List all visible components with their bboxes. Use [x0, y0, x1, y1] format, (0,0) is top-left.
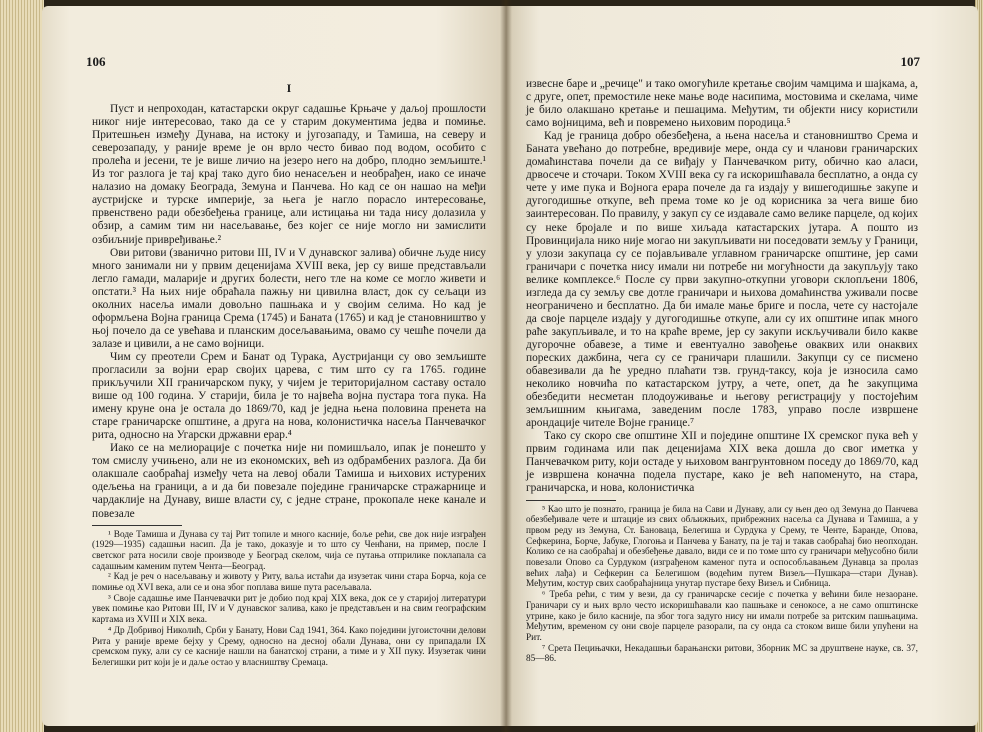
footnote: ² Кад је реч о насељавању и животу у Риту, ваља истаћи да изузетак чини стара Борча, која се помиње од XVI века, али се и она због поплава више пута расељавала. — [92, 572, 486, 594]
paragraph: Кад је граница добро обезбеђена, а њена насеља и становништво Срема и Баната увећано до потребне, вредивије мере, онда су и чланови граничарских домаћинстава почели да се виђају у Панчевачком риту, обично као аласи, дрвосече и сточари. Током XVIII века су га искоришћавала бесплатно, а онда су чете у име пука и Војнога ерара почеле да га издају у вишегодишње закупе и дугогодишње откупе, већ према томе ко је од корисника за чега више био заинтересован. По правилу, у закуп су се издавале само велике парцеле, од којих су неке бројале и по више хиљада катастарских јутара. А пошто из Провинцијала нико није могао ни закупљивати ни поседовати земљу у Граници, у улози закупаца су се појављивале углавном граничарске општине, јер сами граничари с почетка нису имали ни потребе ни могућности да закупљују тако велике комплексе.⁶ После су први закупно-откупни уговори склопљени 1806, изгледа да су земљу све дотле граничари и њихова домаћинства уживали посве неограничено и бесплатно. Да би имале мање бриге и посла, чете су настојале да своје парцеле издају у дугогодишње откупе, али су их општине ипак много раће закупљивале, и то на краће време, јер су закупи искључивали било какве дугорочне обавезе, а тиме и евентуално завођење оваквих или онаквих пореских дажбина, чега су се граничари плашили. Закупци су се писмено обавезивали да ће уредно плаћати тзв. грунд-таксу, која је износила само неколико новчића по катастарском јутру, а чете, опет, да ће закупцима обезбедити несметан плодоуживање и његову регистрацију у постојећим земљишним књигама, заведеним после 1783, управо после извршене арондације чителе Војне границе.⁷ — [526, 130, 918, 430]
paragraph: Тако су скоро све општине XII и поједине општине IX сремског пука већ у првим годинама или пак деценијама XIX века дошла до свог иметка у Панчевачком риту, који остаде у њиховом вангрунтовном поседу до 1869/70, кад је извршена коначна подела пустаре, како је већ напоменуто, на стара, граничарска, и нова, колонистичка — [526, 430, 918, 495]
paragraph: Чим су преотели Срем и Банат од Турака, Аустријанци су ово земљиште прогласили за војни ерар својих царева, с тим што су га 1765. године прикључили XII граничарском пуку, у чијем је територијалном саставу остало више од 100 година. У старији, била је то највећа војна пустара тога пука. На имену круне она је остала до 1869/70, кад је једна њена половина пренета на старе граничарске општине, а друга на нова, колонистичка насеља Панчевачког рита, односно на Угарски државни ерар.⁴ — [92, 350, 486, 442]
right-page-body — [526, 78, 918, 665]
footnote: ⁵ Као што је познато, граница је била на Сави и Дунаву, али су њен део од Земуна до Панчева обезбеђивале чете и штације из свих обљижњих, прибрежних насеља са Дунава и Тамиша, а у првом реду из Земуна, Ст. Бановаца, Белегиша и Сурдука у Срему, те Ченте, Баранде, Опова, Сефкерина, Борче, Јабуке, Глогоња и Панчева у Банату, па је тај и такав саобраћај био неопходан. Колико се на саобраћај и обезбеђење давало, види се и по томе што су граничари међусобно били повезали Опово са Сурдуком (изграђеном каменог пута и оспособљавањем Дунавца за пролаз већих лађа) и Сефкерин са Белегишом (водећим путем Визељ—Пушкара—стари Дунав). Међутим, костур свих саобраћајница унутар пустаре беху Визељ и Сибница. — [526, 504, 918, 590]
page-number: 107 — [900, 54, 920, 69]
footnote: ⁶ Треба рећи, с тим у вези, да су граничарске сесије с почетка у већини биле незаоране. Граничари су и њих врло често искоришћавали као пашњаке и сенокосе, а не само општинске утрине, како је било касније, па због тога задуго нису ни имали потребе за ритским пашњацима. Међутим, временом су они своје парцеле разорали, па су онда са стоком више били упућени на Рит. — [526, 590, 918, 643]
footnotes — [526, 505, 918, 666]
left-page-body — [92, 78, 486, 669]
footnotes — [92, 530, 486, 669]
footnote: ³ Своје садашње име Панчевачки рит је добио под крај XIX века, док се у старијој литератури увек помиње као Ритови III, IV и V дунавског залива, како је представљен и на свим географским картама из XVIII и XIX века. — [92, 593, 486, 626]
footnote: ⁴ Др Добривој Николић, Срби у Банату, Нови Сад 1941, 364. Како поједини југоисточни делови Рита у раније време бејху у Срему, односно на десној обали Дунава, они су припадали IX сремском пуку, али су се касније нашли на банатској страни, а тиме и у XII пуку. Изузетак чини Белегишки рит који је и даље остао у власништву Сремаца. — [92, 625, 486, 668]
paragraph: Иако се на мелиорације с почетка није ни помишљало, ипак је понешто у том смислу учињено, али не из економских, већ из одбрамбених разлога. Да би олакшале саобраћај између чета на левој обали Тамиша и њихових истурених одељења на граници, а и да би повезале поједине граничарске стражарнице и чардаклије на Дунаву, више власти су, с једне стране, прокопале неке канале и повезале — [92, 442, 486, 520]
chapter-heading: I — [286, 81, 292, 95]
paragraph: Пуст и непроходан, катастарски округ садашње Крњаче у даљој прошлости никог није интересовао, тако да се у старим документима једва и помиње. Притешњен између Дунава, на истоку и југозападу, и Тамиша, на северу и северозападу, у раније време је он врло често бивао под водом, особито с пролећа и јесени, те је више личио на језеро него на добро, плодно земљиште.¹ Из тог разлога је тај крај тако дуго био ненасељен и необрађен, иако се иначе налазио на домаку Београда, Земуна и Панчева. Но кад се он нашао на међи аустријске и турске империје, за њега је нагло порасло интересовање, првенствено ради обезбеђења границе, али истицања ни тада нису долазила у обзир, а самим тим ни насељавање, без којег се није могло ни замислити озбиљније привређивање.² — [92, 103, 486, 246]
footnote: ⁷ Срета Пецињачки, Некадашњи барањански ритови, Зборник МС за друштвене науке, св. 37, 85—86. — [526, 643, 918, 665]
right-page — [506, 6, 978, 726]
page-stack-left — [0, 0, 44, 732]
paragraph: извесне баре и „речице" и тако омогућиле кретање својим чамцима и шајкама, а, с друге, опет, премостиле неке мање воде насипима, мостовима и скелама, чиме је било олакшано кретање и пешацима. Међутим, ти објекти нису користили само војницима, већ и повремено њиховим породица.⁵ — [526, 78, 918, 130]
left-page — [42, 6, 506, 726]
footnote-divider — [526, 500, 616, 501]
paragraph: Ови ритови (званично ритови III, IV и V дунавског залива) обичне људе нису много занимали ни у првим деценијама XVIII века, јер су више представљали легло гамади, маларије и других болести, него тле на коме се могло живети и опстати.³ На њих није обраћала пажњу ни цивилна власт, док су сељаци из околних насеља имали довољно пашњака и у својим селима. Но кад је оформљена Војна граница Срема (1745) и Баната (1765) и кад је становништво у њој почело да се увећава и планским досељавањима, овамо су чешће почели да залазе и цивили, а не само војници. — [92, 246, 486, 350]
footnote-divider — [92, 525, 182, 526]
footnote: ¹ Воде Тамиша и Дунава су тај Рит топиле и много касније, боље рећи, све док није изграђен (1929—1935) садашњи насип. Да је тако, доказује и то што су Ченћани, на пример, после I светског рата носили своје производе у Београд скелом, чија се путања отприлике поклапала са садашњим каменим путем Чента—Београд. — [92, 529, 486, 572]
book-spine-shadow — [500, 0, 512, 732]
page-number: 106 — [86, 54, 106, 69]
